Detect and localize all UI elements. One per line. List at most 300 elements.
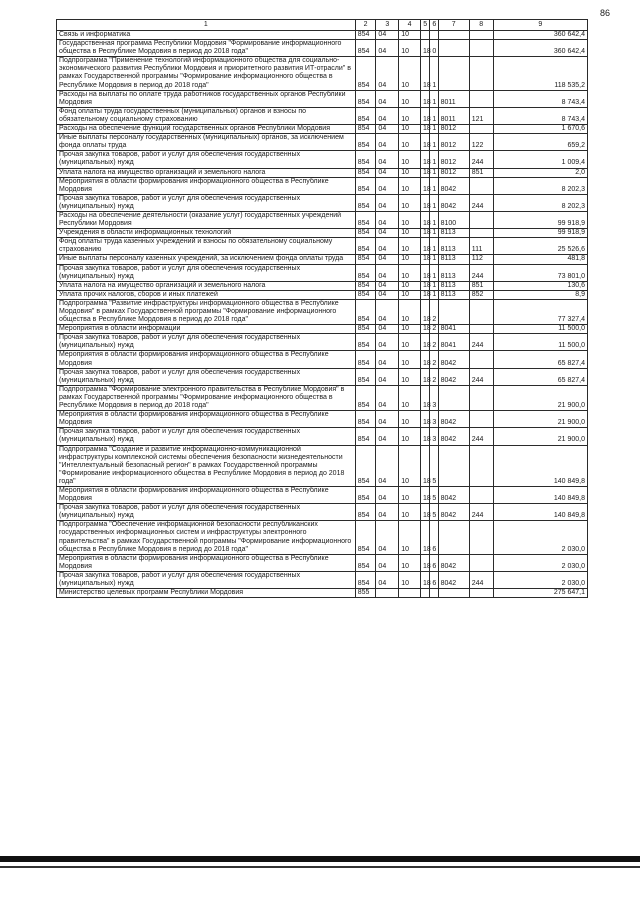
row-amount-cell: 73 801,0: [493, 264, 587, 281]
row-code-subsection: 10: [399, 168, 421, 177]
table-row: [57, 411, 588, 428]
row-code-subsection: 10: [399, 554, 421, 571]
row-code-section: 04: [376, 177, 399, 194]
row-code-direction: 8042: [438, 486, 469, 503]
row-code-program: 18: [421, 107, 430, 124]
row-code-section: 04: [376, 334, 399, 351]
table-row: [57, 334, 588, 351]
header-cell: 4: [399, 20, 421, 31]
row-code-subprogram: 1: [430, 238, 438, 255]
row-code-program: [421, 589, 430, 598]
row-amount-cell: 118 535,2: [493, 57, 587, 90]
table-row: [57, 255, 588, 264]
row-name-cell: Подпрограмма "Создание и развитие информационно-коммуникационной инфраструктуры комплексной системы обеспечения безопасности жизнедеятельности "Интеллектуальный безопасный регион" в рамках Государственной программы "Формирование информационного общества в Республике Мордовия в период до 2018 года": [57, 445, 356, 486]
row-code-program: 18: [421, 504, 430, 521]
row-code-ministry: 854: [355, 238, 376, 255]
row-name-cell: Государственная программа Республики Мордовия "Формирование информационного общества в Республике Мордовия в период до 2018 года": [57, 40, 356, 57]
row-code-section: 04: [376, 299, 399, 324]
row-code-direction: [438, 40, 469, 57]
row-code-subprogram: 1: [430, 107, 438, 124]
row-amount-cell: 2 030,0: [493, 521, 587, 554]
row-code-direction: 8042: [438, 351, 469, 368]
row-name-cell: Прочая закупка товаров, работ и услуг для обеспечения государственных (муниципальных) нужд: [57, 194, 356, 211]
table-row: [57, 368, 588, 385]
row-code-program: 18: [421, 194, 430, 211]
row-code-expense-type: [469, 445, 493, 486]
row-code-program: 18: [421, 351, 430, 368]
row-code-subprogram: 1: [430, 194, 438, 211]
row-code-subsection: 10: [399, 334, 421, 351]
row-amount-cell: 21 900,0: [493, 385, 587, 410]
row-amount-cell: 8 743,4: [493, 107, 587, 124]
row-code-direction: 8011: [438, 107, 469, 124]
row-amount-cell: 65 827,4: [493, 368, 587, 385]
row-code-section: 04: [376, 325, 399, 334]
row-code-expense-type: 244: [469, 334, 493, 351]
row-amount-cell: 11 500,0: [493, 325, 587, 334]
row-code-expense-type: [469, 385, 493, 410]
row-code-subprogram: 6: [430, 571, 438, 588]
row-amount-cell: 275 647,1: [493, 589, 587, 598]
row-name-cell: Подпрограмма "Применение технологий информационного общества для социально-экономического развития Республики Мордовия и приоритетного развития ИТ-отрасли" в рамках Государственной программы "Формирование информационного общества в Республике Мордовия в период до 2018 года": [57, 57, 356, 90]
row-code-program: 18: [421, 90, 430, 107]
bottom-divider-thin: [0, 866, 640, 868]
row-code-section: 04: [376, 238, 399, 255]
row-name-cell: Уплата прочих налогов, сборов и иных платежей: [57, 290, 356, 299]
row-code-subsection: 10: [399, 299, 421, 324]
row-code-subsection: 10: [399, 445, 421, 486]
row-code-subsection: 10: [399, 571, 421, 588]
row-code-subprogram: 1: [430, 290, 438, 299]
table-row: [57, 264, 588, 281]
row-code-subsection: 10: [399, 368, 421, 385]
row-name-cell: Прочая закупка товаров, работ и услуг для обеспечения государственных (муниципальных) нужд: [57, 504, 356, 521]
row-amount-cell: 8 743,4: [493, 90, 587, 107]
row-code-expense-type: [469, 31, 493, 40]
row-code-section: 04: [376, 134, 399, 151]
row-code-subprogram: 6: [430, 521, 438, 554]
row-code-section: 04: [376, 571, 399, 588]
row-code-direction: 8042: [438, 368, 469, 385]
row-code-subsection: 10: [399, 151, 421, 168]
row-name-cell: Уплата налога на имущество организаций и земельного налога: [57, 168, 356, 177]
row-code-section: 04: [376, 151, 399, 168]
row-code-ministry: 854: [355, 57, 376, 90]
row-code-direction: 8012: [438, 134, 469, 151]
row-code-subsection: 10: [399, 134, 421, 151]
row-code-program: 18: [421, 571, 430, 588]
row-amount-cell: 21 900,0: [493, 411, 587, 428]
row-code-ministry: 854: [355, 290, 376, 299]
row-name-cell: Фонд оплаты труда казенных учреждений и взносы по обязательному социальному страхованию: [57, 238, 356, 255]
table-row: [57, 504, 588, 521]
row-code-ministry: 854: [355, 255, 376, 264]
row-name-cell: Министерство целевых программ Республики Мордовия: [57, 589, 356, 598]
row-code-expense-type: [469, 299, 493, 324]
row-code-subsection: 10: [399, 325, 421, 334]
row-code-section: 04: [376, 428, 399, 445]
row-code-expense-type: [469, 90, 493, 107]
row-code-section: 04: [376, 504, 399, 521]
row-code-expense-type: 121: [469, 107, 493, 124]
row-amount-cell: 1 670,6: [493, 125, 587, 134]
row-code-ministry: 854: [355, 428, 376, 445]
row-amount-cell: 11 500,0: [493, 334, 587, 351]
row-name-cell: Прочая закупка товаров, работ и услуг для обеспечения государственных (муниципальных) нужд: [57, 264, 356, 281]
row-code-ministry: 854: [355, 486, 376, 503]
row-code-program: 18: [421, 299, 430, 324]
row-code-ministry: 854: [355, 571, 376, 588]
table-row: [57, 125, 588, 134]
row-code-direction: [438, 589, 469, 598]
row-amount-cell: 8,9: [493, 290, 587, 299]
row-amount-cell: 77 327,4: [493, 299, 587, 324]
row-code-program: 18: [421, 445, 430, 486]
row-code-program: 18: [421, 325, 430, 334]
table-row: [57, 571, 588, 588]
row-code-subsection: 10: [399, 521, 421, 554]
row-code-ministry: 854: [355, 31, 376, 40]
row-code-expense-type: [469, 229, 493, 238]
row-amount-cell: 140 849,8: [493, 445, 587, 486]
table-row: [57, 385, 588, 410]
row-code-subprogram: [430, 31, 438, 40]
row-code-subsection: 10: [399, 281, 421, 290]
row-code-expense-type: [469, 40, 493, 57]
row-code-subsection: 10: [399, 411, 421, 428]
header-cell: 2: [355, 20, 376, 31]
row-code-subsection: 10: [399, 351, 421, 368]
row-code-subsection: 10: [399, 264, 421, 281]
row-code-expense-type: [469, 554, 493, 571]
row-amount-cell: 2,0: [493, 168, 587, 177]
row-code-subsection: 10: [399, 229, 421, 238]
row-code-direction: 8012: [438, 151, 469, 168]
row-code-ministry: 854: [355, 40, 376, 57]
row-code-direction: 8042: [438, 177, 469, 194]
row-code-expense-type: 851: [469, 168, 493, 177]
row-code-program: 18: [421, 211, 430, 228]
row-code-ministry: 854: [355, 334, 376, 351]
row-code-direction: 8011: [438, 90, 469, 107]
row-code-direction: 8042: [438, 194, 469, 211]
table-row: [57, 151, 588, 168]
row-name-cell: Иные выплаты персоналу казенных учреждений, за исключением фонда оплаты труда: [57, 255, 356, 264]
row-code-direction: [438, 31, 469, 40]
table-row: [57, 31, 588, 40]
row-code-expense-type: 244: [469, 571, 493, 588]
row-code-section: 04: [376, 445, 399, 486]
table-row: [57, 168, 588, 177]
row-name-cell: Прочая закупка товаров, работ и услуг для обеспечения государственных (муниципальных) нужд: [57, 368, 356, 385]
row-code-subprogram: 1: [430, 229, 438, 238]
row-code-program: 18: [421, 264, 430, 281]
row-name-cell: Фонд оплаты труда государственных (муниципальных) органов и взносы по обязательному социальному страхованию: [57, 107, 356, 124]
row-code-subsection: 10: [399, 255, 421, 264]
row-code-ministry: 854: [355, 125, 376, 134]
row-code-program: 18: [421, 281, 430, 290]
row-code-direction: 8042: [438, 504, 469, 521]
row-name-cell: Расходы на обеспечение функций государственных органов Республики Мордовия: [57, 125, 356, 134]
table-row: [57, 107, 588, 124]
table-row: [57, 554, 588, 571]
row-code-subprogram: 5: [430, 486, 438, 503]
row-code-ministry: 854: [355, 351, 376, 368]
row-code-expense-type: 244: [469, 264, 493, 281]
row-code-subprogram: 1: [430, 125, 438, 134]
row-code-subsection: 10: [399, 90, 421, 107]
row-amount-cell: 8 202,3: [493, 194, 587, 211]
table-row: [57, 194, 588, 211]
row-code-subprogram: 2: [430, 325, 438, 334]
row-code-subprogram: 1: [430, 255, 438, 264]
header-row: [57, 20, 588, 31]
row-code-subprogram: 3: [430, 411, 438, 428]
row-code-subprogram: 1: [430, 90, 438, 107]
row-code-section: 04: [376, 385, 399, 410]
row-code-subprogram: 3: [430, 385, 438, 410]
row-code-section: 04: [376, 211, 399, 228]
row-name-cell: Мероприятия в области формирования информационного общества в Республике Мордовия: [57, 411, 356, 428]
row-code-ministry: 854: [355, 368, 376, 385]
row-code-expense-type: 122: [469, 134, 493, 151]
table-row: [57, 90, 588, 107]
row-code-ministry: 854: [355, 325, 376, 334]
row-code-direction: 8113: [438, 281, 469, 290]
table-row: [57, 40, 588, 57]
row-code-subsection: 10: [399, 125, 421, 134]
row-code-direction: 8042: [438, 428, 469, 445]
row-code-direction: 8041: [438, 334, 469, 351]
row-code-ministry: 854: [355, 264, 376, 281]
row-code-ministry: 854: [355, 554, 376, 571]
row-name-cell: Мероприятия в области формирования информационного общества в Республике Мордовия: [57, 351, 356, 368]
table-row: [57, 281, 588, 290]
row-amount-cell: 2 030,0: [493, 554, 587, 571]
row-code-expense-type: 244: [469, 368, 493, 385]
table-row: [57, 351, 588, 368]
row-amount-cell: 360 642,4: [493, 40, 587, 57]
row-code-program: 18: [421, 229, 430, 238]
row-code-section: 04: [376, 125, 399, 134]
row-code-section: 04: [376, 107, 399, 124]
row-code-subsection: 10: [399, 194, 421, 211]
row-code-expense-type: [469, 177, 493, 194]
table-row: [57, 211, 588, 228]
row-code-program: 18: [421, 411, 430, 428]
row-code-subsection: 10: [399, 107, 421, 124]
row-code-expense-type: 244: [469, 194, 493, 211]
row-code-subprogram: 2: [430, 351, 438, 368]
row-code-direction: 8113: [438, 238, 469, 255]
page-number: 86: [599, 8, 610, 18]
row-name-cell: Мероприятия в области формирования информационного общества в Республике Мордовия: [57, 554, 356, 571]
row-code-section: 04: [376, 194, 399, 211]
row-amount-cell: 140 849,8: [493, 486, 587, 503]
row-code-subprogram: 2: [430, 299, 438, 324]
row-code-ministry: 854: [355, 194, 376, 211]
row-amount-cell: 140 849,8: [493, 504, 587, 521]
budget-table: [56, 19, 588, 598]
row-code-subsection: 10: [399, 486, 421, 503]
row-code-program: 18: [421, 385, 430, 410]
row-code-program: 18: [421, 168, 430, 177]
row-code-subprogram: 3: [430, 428, 438, 445]
row-code-ministry: 854: [355, 168, 376, 177]
row-amount-cell: 99 918,9: [493, 211, 587, 228]
row-code-expense-type: [469, 411, 493, 428]
row-code-subprogram: 1: [430, 168, 438, 177]
row-code-expense-type: [469, 57, 493, 90]
row-code-program: 18: [421, 134, 430, 151]
row-code-program: 18: [421, 151, 430, 168]
row-code-expense-type: [469, 325, 493, 334]
row-code-program: 18: [421, 255, 430, 264]
row-code-subprogram: 0: [430, 40, 438, 57]
row-code-direction: [438, 521, 469, 554]
row-code-subprogram: 1: [430, 57, 438, 90]
row-amount-cell: 481,8: [493, 255, 587, 264]
table-row: [57, 486, 588, 503]
row-code-section: 04: [376, 554, 399, 571]
row-code-program: 18: [421, 486, 430, 503]
row-code-subprogram: 6: [430, 554, 438, 571]
row-code-program: 18: [421, 238, 430, 255]
header-cell: 5: [421, 20, 430, 31]
row-code-section: [376, 589, 399, 598]
row-name-cell: Уплата налога на имущество организаций и земельного налога: [57, 281, 356, 290]
row-code-direction: 8042: [438, 571, 469, 588]
row-code-ministry: 854: [355, 107, 376, 124]
header-cell: 9: [493, 20, 587, 31]
row-code-expense-type: [469, 125, 493, 134]
row-code-direction: [438, 385, 469, 410]
row-amount-cell: 99 918,9: [493, 229, 587, 238]
row-code-direction: [438, 445, 469, 486]
row-code-direction: 8012: [438, 125, 469, 134]
row-code-section: 04: [376, 521, 399, 554]
header-cell: 3: [376, 20, 399, 31]
row-code-ministry: 854: [355, 281, 376, 290]
row-name-cell: Подпрограмма "Обеспечение информационной безопасности республиканских государственных информационных систем и инфраструктуры электронного правительства" в рамках Государственной программы "Формирование информационного общества в Республике Мордовия в период до 2018 года": [57, 521, 356, 554]
row-code-subsection: 10: [399, 57, 421, 90]
row-code-subprogram: 1: [430, 134, 438, 151]
row-code-subprogram: [430, 589, 438, 598]
row-code-expense-type: 112: [469, 255, 493, 264]
row-name-cell: Мероприятия в области информации: [57, 325, 356, 334]
row-code-ministry: 854: [355, 151, 376, 168]
table-row: [57, 134, 588, 151]
row-name-cell: Подпрограмма "Формирование электронного правительства в Республике Мордовия" в рамках Государственной программы "Формирование информационного общества в Республике Мордовия в период до 2018 года": [57, 385, 356, 410]
row-code-section: 04: [376, 411, 399, 428]
header-cell: 1: [57, 20, 356, 31]
row-code-subsection: 10: [399, 211, 421, 228]
row-code-expense-type: 244: [469, 504, 493, 521]
row-code-section: 04: [376, 90, 399, 107]
table-row: [57, 428, 588, 445]
row-code-subsection: [399, 589, 421, 598]
table-row: [57, 238, 588, 255]
row-code-ministry: 854: [355, 211, 376, 228]
row-amount-cell: 8 202,3: [493, 177, 587, 194]
row-name-cell: Прочая закупка товаров, работ и услуг для обеспечения государственных (муниципальных) нужд: [57, 334, 356, 351]
table-body: [57, 31, 588, 598]
row-code-expense-type: [469, 351, 493, 368]
row-amount-cell: 1 009,4: [493, 151, 587, 168]
row-name-cell: Иные выплаты персоналу государственных (муниципальных) органов, за исключением фонда оплаты труда: [57, 134, 356, 151]
row-code-section: 04: [376, 368, 399, 385]
row-amount-cell: 360 642,4: [493, 31, 587, 40]
row-code-program: 18: [421, 521, 430, 554]
row-code-section: 04: [376, 351, 399, 368]
row-name-cell: Расходы на обеспечение деятельности (оказание услуг) государственных учреждений Республики Мордовия: [57, 211, 356, 228]
row-code-section: 04: [376, 229, 399, 238]
table-row: [57, 445, 588, 486]
row-amount-cell: 2 030,0: [493, 571, 587, 588]
row-code-direction: 8113: [438, 229, 469, 238]
row-name-cell: Подпрограмма "Развитие инфраструктуры информационного общества в Республике Мордовия" в рамках Государственной программы "Формирование информационного общества в Республике Мордовия в период до 2018 года": [57, 299, 356, 324]
row-code-ministry: 854: [355, 385, 376, 410]
header-cell: 8: [469, 20, 493, 31]
row-code-direction: 8113: [438, 255, 469, 264]
row-code-subsection: 10: [399, 290, 421, 299]
row-code-subprogram: 1: [430, 211, 438, 228]
row-code-section: 04: [376, 264, 399, 281]
bottom-divider-thick: [0, 856, 640, 862]
row-code-direction: 8113: [438, 264, 469, 281]
row-code-ministry: 854: [355, 177, 376, 194]
row-code-program: 18: [421, 334, 430, 351]
row-code-subprogram: 2: [430, 368, 438, 385]
row-amount-cell: 659,2: [493, 134, 587, 151]
row-code-program: 18: [421, 554, 430, 571]
table-row: [57, 299, 588, 324]
table-row: [57, 290, 588, 299]
row-code-program: 18: [421, 57, 430, 90]
row-code-program: 18: [421, 368, 430, 385]
row-name-cell: Учреждения в области информационных технологий: [57, 229, 356, 238]
header-cell: 7: [438, 20, 469, 31]
row-name-cell: Связь и информатика: [57, 31, 356, 40]
row-code-subsection: 10: [399, 177, 421, 194]
row-code-ministry: 854: [355, 90, 376, 107]
row-code-direction: 8042: [438, 554, 469, 571]
row-code-subsection: 10: [399, 31, 421, 40]
row-code-expense-type: [469, 211, 493, 228]
row-code-ministry: 854: [355, 229, 376, 238]
row-code-direction: 8041: [438, 325, 469, 334]
row-code-direction: 8012: [438, 168, 469, 177]
row-amount-cell: 65 827,4: [493, 351, 587, 368]
row-code-section: 04: [376, 290, 399, 299]
row-code-expense-type: 244: [469, 151, 493, 168]
row-code-program: 18: [421, 177, 430, 194]
row-code-ministry: 854: [355, 504, 376, 521]
row-code-ministry: 855: [355, 589, 376, 598]
row-code-ministry: 854: [355, 521, 376, 554]
row-code-ministry: 854: [355, 134, 376, 151]
table-row: [57, 57, 588, 90]
row-code-section: 04: [376, 255, 399, 264]
row-code-subsection: 10: [399, 238, 421, 255]
row-amount-cell: 130,6: [493, 281, 587, 290]
row-code-section: 04: [376, 281, 399, 290]
row-code-subprogram: 2: [430, 334, 438, 351]
row-code-expense-type: [469, 486, 493, 503]
row-name-cell: Прочая закупка товаров, работ и услуг для обеспечения государственных (муниципальных) нужд: [57, 428, 356, 445]
row-code-subprogram: 5: [430, 445, 438, 486]
row-code-section: 04: [376, 57, 399, 90]
